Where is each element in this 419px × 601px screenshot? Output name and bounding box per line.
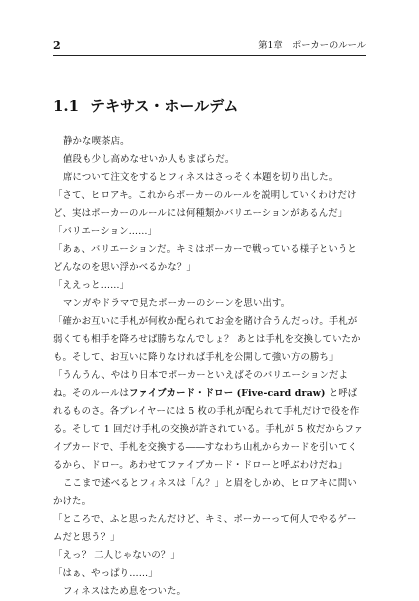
narration-paragraph: ここまで述べるとフィネスは「ん？」と眉をしかめ、ヒロアキに問いかけた。 xyxy=(53,478,357,507)
section-number: 1.1 xyxy=(53,97,80,115)
body-text xyxy=(53,133,366,601)
page-header xyxy=(53,38,366,54)
narration-paragraph: マンガやドラマで見たポーカーのシーンを思い出す。 xyxy=(63,298,291,309)
bold-term: ファイブカード・ドロー (Five-card draw) xyxy=(129,388,326,399)
narration-paragraph: 静かな喫茶店。 xyxy=(63,136,130,147)
narration-paragraph: フィネスはため息をついた。 xyxy=(63,586,187,597)
section-title: テキサス・ホールデム xyxy=(90,97,239,115)
narration-paragraph: 値段も少し高めなせいか人もまばらだ。 xyxy=(63,154,235,165)
dialogue-paragraph: 「ええっと……」 xyxy=(53,280,130,291)
header-rule xyxy=(53,55,366,56)
dialogue-paragraph: 「あぁ、バリエーションだ。キミはポーカーで戦っている様子というとどんなのを思い浮かべるかな？」 xyxy=(53,244,357,273)
dialogue-paragraph: 「さて、ヒロアキ。これからポーカーのルールを説明していくわけだけど、実はポーカーのルールには何種類かバリエーションがあるんだ」 xyxy=(53,190,357,219)
narration-paragraph: 席について注文をするとフィネスはさっそく本題を切り出した。 xyxy=(63,172,339,183)
dialogue-paragraph: 「はぁ、やっぱり……」 xyxy=(53,568,158,579)
dialogue-paragraph: 「バリエーション……」 xyxy=(53,226,158,237)
dialogue-paragraph: 「確かお互いに手札が何枚か配られてお金を賭け合うんだっけ。手札が弱くても相手を降ろせば勝ちなんでしょ？ あとは手札を交換していたかも。そして、お互いに降りなければ手札を公開して強い方の勝ち」 xyxy=(53,316,361,363)
dialogue-paragraph: 「ところで、ふと思ったんだけど、キミ、ポーカーって何人でやるゲームだと思う？」 xyxy=(53,514,357,543)
section-heading xyxy=(53,95,366,117)
page-number: 2 xyxy=(53,39,61,52)
dialogue-text: と呼ばれるものさ。各プレイヤーには 5 枚の手札が配られて手札だけで役を作る。そして 1 回だけ手札の交換が許されている。手札が 5 枚だからファイブカードで、手札を交換する――すなわち山札からカードを引いてくるから、ドロー。あわせてファイブカード・ドローと呼ぶわけだね」 xyxy=(53,388,364,471)
dialogue-paragraph-with-term xyxy=(53,367,366,475)
dialogue-text: 「うんうん、やはり日本でポーカーといえばそのバリエーションだよね。そのルールは xyxy=(53,370,349,399)
dialogue-paragraph: 「えっ？ 二人じゃないの？」 xyxy=(53,550,180,561)
running-head: 第1章 ポーカーのルール xyxy=(258,40,366,51)
